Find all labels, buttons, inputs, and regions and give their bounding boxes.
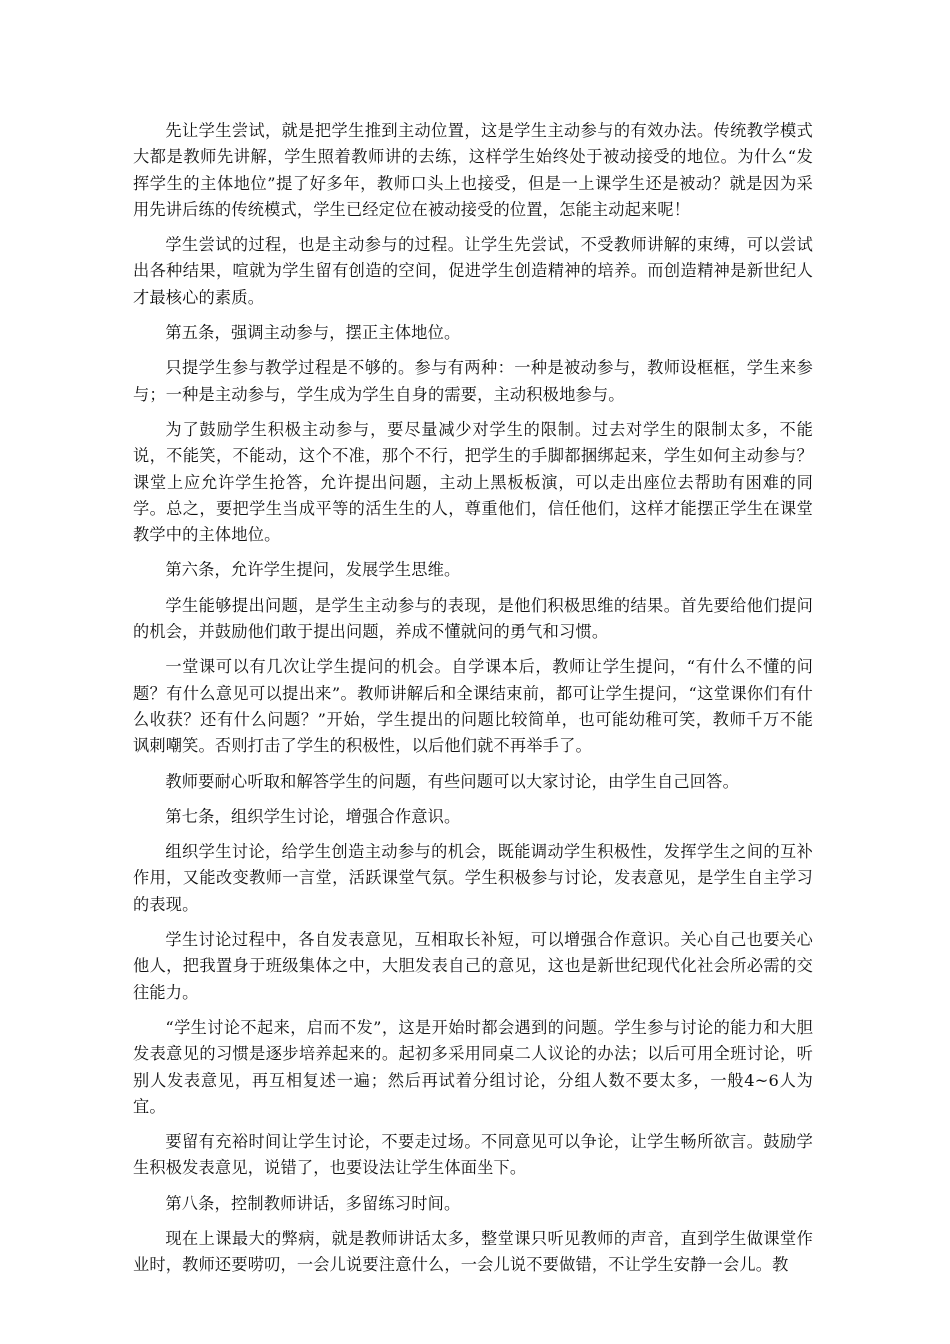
paragraph: 学生尝试的过程，也是主动参与的过程。让学生先尝试，不受教师讲解的束缚，可以尝试出各种结果，喧就为学生留有创造的空间，促进学生创造精神的培养。而创造精神是新世纪人才最核心的素质。 [133,235,813,307]
paragraph: 现在上课最大的弊病，就是教师讲话太多，整堂课只听见教师的声音，直到学生做课堂作业时，教师还要唠叨，一会儿说要注意什么，一会儿说不要做错，不让学生安静一会儿。教 [133,1228,813,1275]
paragraph: 只提学生参与教学过程是不够的。参与有两种：一种是被动参与，教师设框框，学生来参与；一种是主动参与，学生成为学生自身的需要，主动积极地参与。 [133,358,813,404]
paragraph: 组织学生讨论，给学生创造主动参与的机会，既能调动学生积极性，发挥学生之间的互补作用，又能改变教师一言堂，活跃课堂气氛。学生积极参与讨论，发表意见，是学生自主学习的表现。 [133,842,813,914]
section-heading: 第八条，控制教师讲话，多留练习时间。 [165,1193,461,1213]
paragraph: 教师要耐心听取和解答学生的问题，有些问题可以大家讨论，由学生自己回答。 [165,771,739,791]
paragraph: “学生讨论不起来，启而不发”，这是开始时都会遇到的问题。学生参与讨论的能力和大胆发表意见的习惯是逐步培养起来的。起初多采用同桌二人议论的办法；以后可用全班讨论，听别人发表意见，再互相复述一遍；然后再试着分组讨论，分组人数不要太多，一般4~6人为宜。 [133,1017,813,1116]
paragraph: 先让学生尝试，就是把学生推到主动位置，这是学生主动参与的有效办法。传统教学模式大都是教师先讲解，学生照着教师讲的去练，这样学生始终处于被动接受的地位。为什么“发挥学生的主体地位”提了好多年，教师口头上也接受，但是一上课学生还是被动？就是因为采用先讲后练的传统模式，学生已经定位在被动接受的位置，怎能主动起来呢！ [133,121,813,219]
section-heading: 第五条，强调主动参与，摆正主体地位。 [165,323,461,343]
section-heading: 第七条，组织学生讨论，增强合作意识。 [165,806,461,826]
paragraph: 为了鼓励学生积极主动参与，要尽量减少对学生的限制。过去对学生的限制太多，不能说，不能笑，不能动，这个不准，那个不行，把学生的手脚都捆绑起来，学生如何主动参与？课堂上应允许学生抢答，允许提出问题，主动上黑板板演，可以走出座位去帮助有困难的同学。总之，要把学生当成平等的活生生的人，尊重他们，信任他们，这样才能摆正学生在课堂教学中的主体地位。 [133,419,813,545]
paragraph: 学生讨论过程中，各自发表意见，互相取长补短，可以增强合作意识。关心自己也要关心他人，把我置身于班级集体之中，大胆发表自己的意见，这也是新世纪现代化社会所必需的交往能力。 [133,930,813,1002]
paragraph: 学生能够提出问题，是学生主动参与的表现，是他们积极思维的结果。首先要给他们提问的机会，并鼓励他们敢于提出问题，养成不懂就问的勇气和习惯。 [133,595,813,642]
paragraph: 要留有充裕时间让学生讨论，不要走过场。不同意见可以争论，让学生畅所欲言。鼓励学生积极发表意见，说错了，也要设法让学生体面坐下。 [133,1132,813,1178]
document-body [133,118,813,1288]
paragraph: 一堂课可以有几次让学生提问的机会。自学课本后，教师让学生提问，“有什么不懂的问题？有什么意见可以提出来”。教师讲解后和全课结束前，都可让学生提问，“这堂课你们有什么收获？还有什么问题？”开始，学生提出的问题比较简单，也可能幼稚可笑，教师千万不能讽刺嘲笑。否则打击了学生的积极性，以后他们就不再举手了。 [133,657,813,756]
section-heading: 第六条，允许学生提问，发展学生思维。 [165,560,461,580]
